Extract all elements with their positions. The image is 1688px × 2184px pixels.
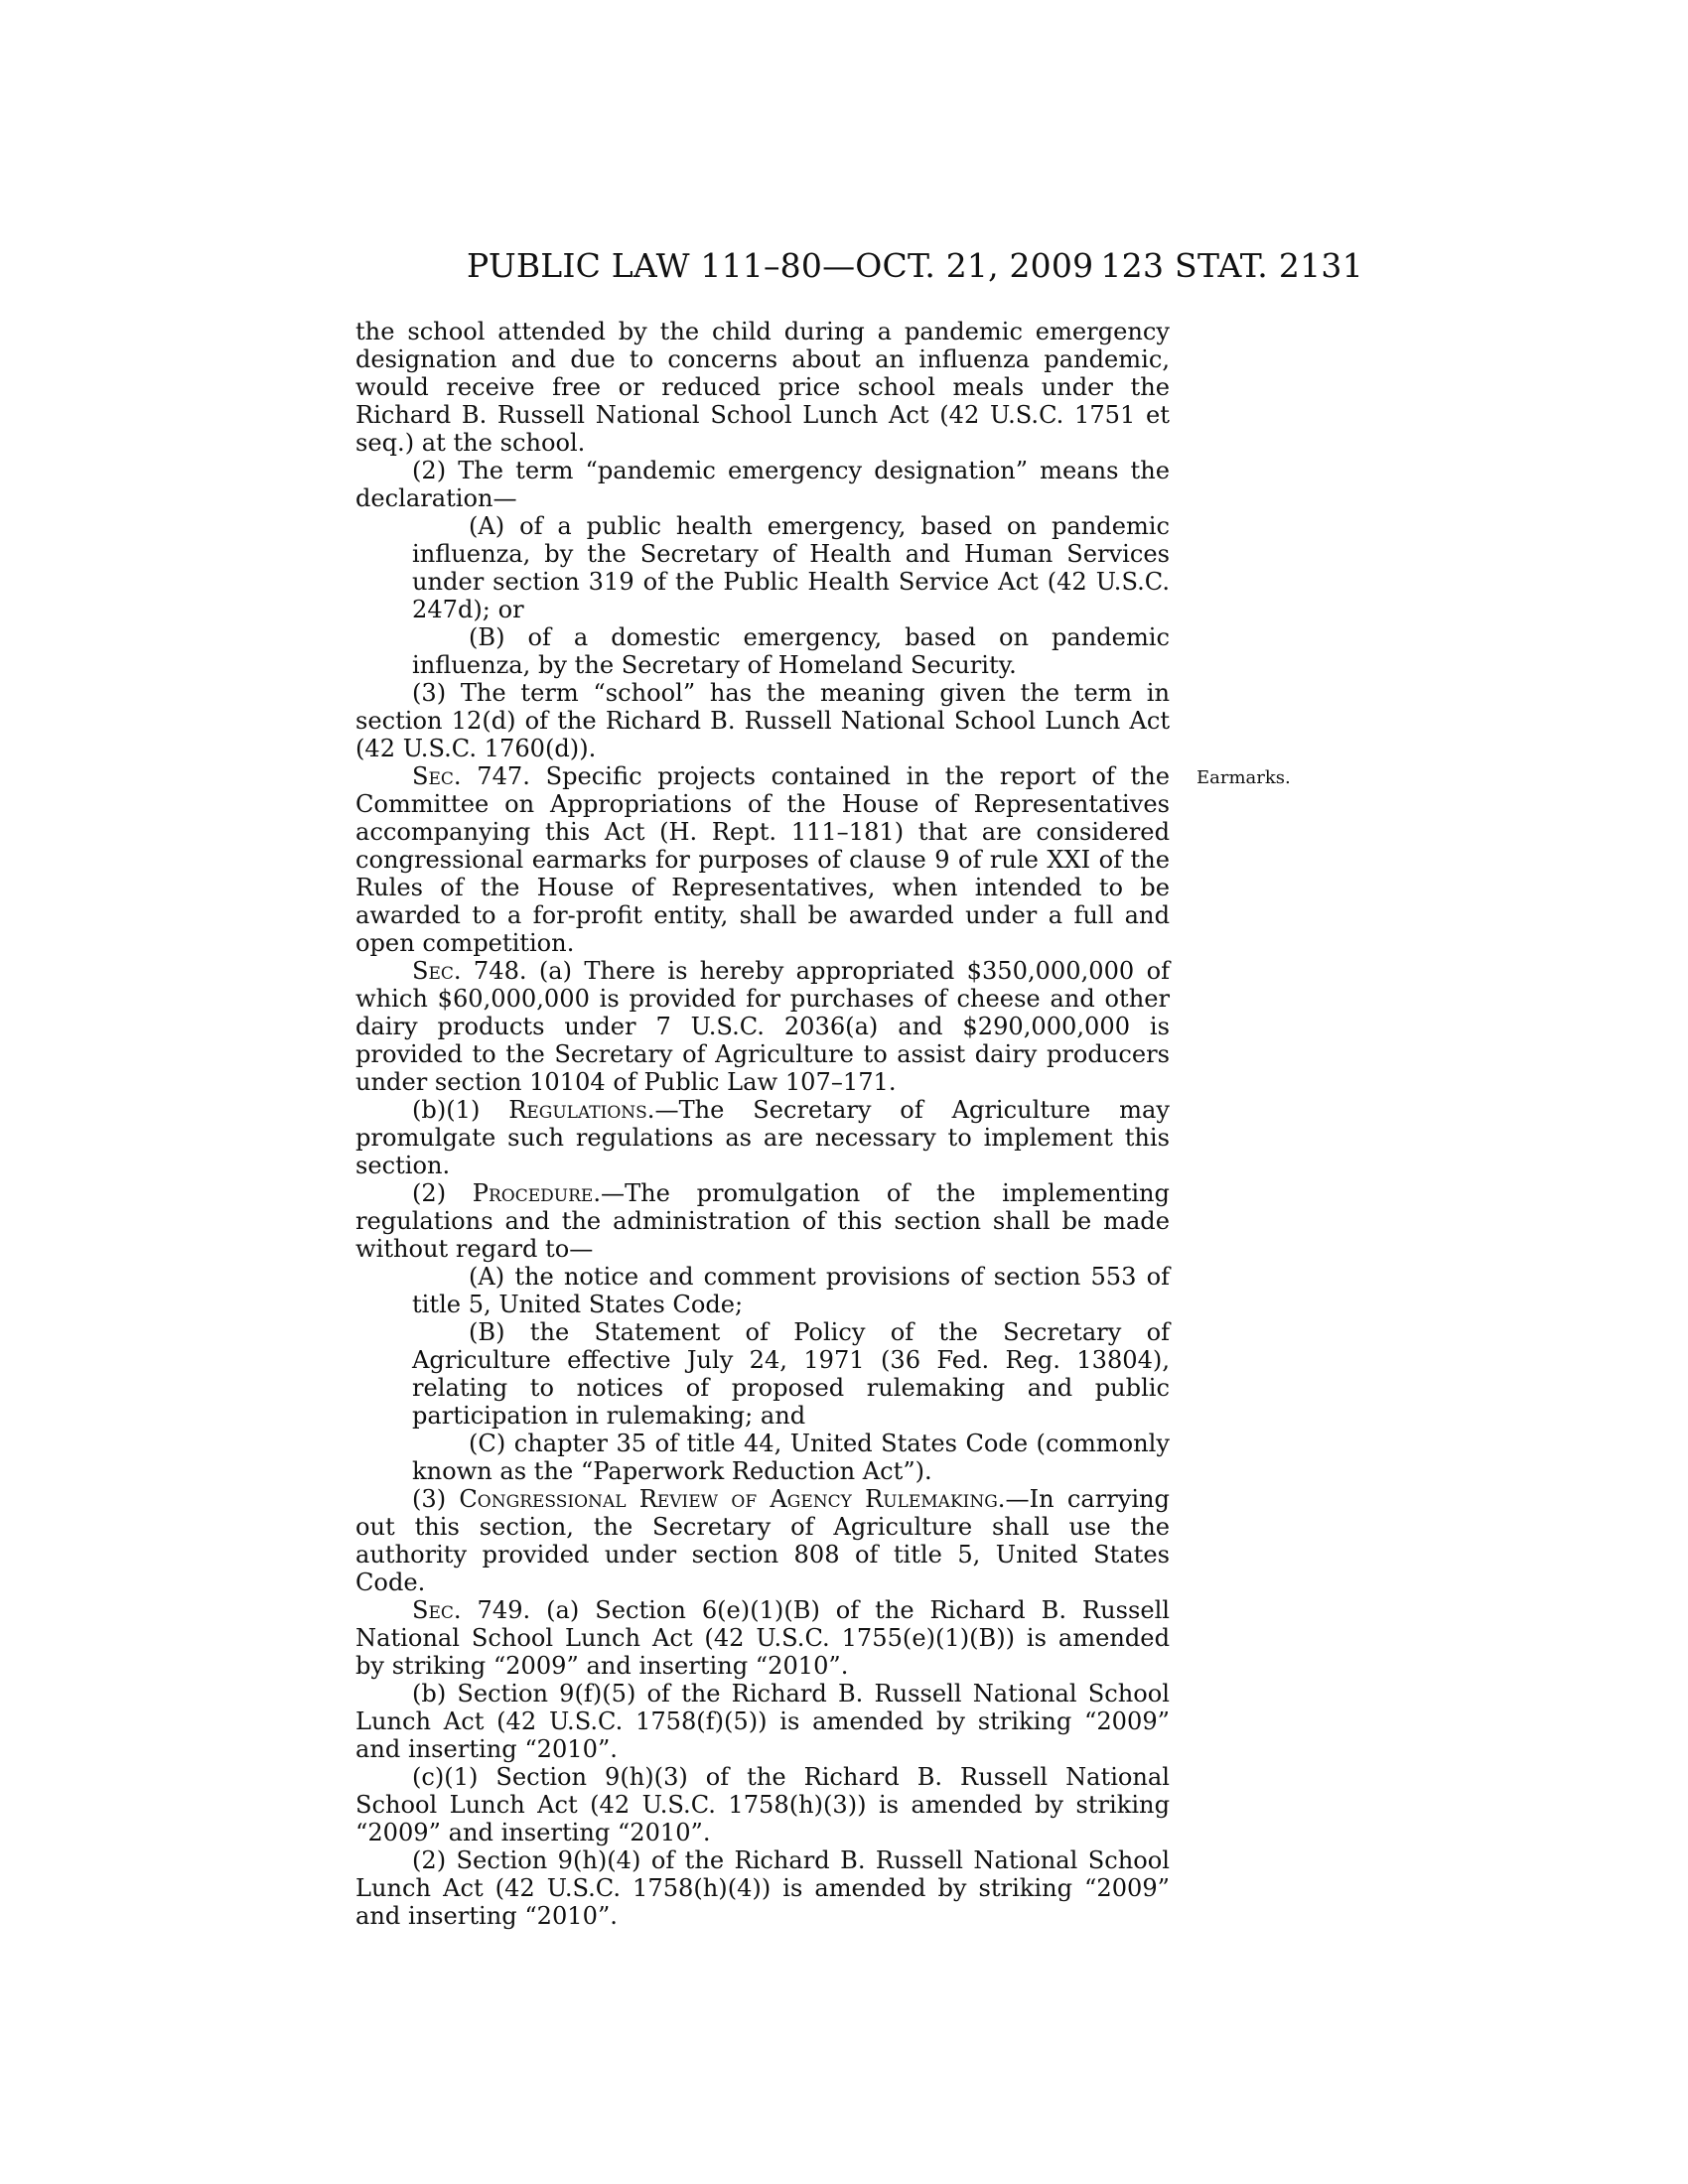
paragraph-sec-749-c2: (2) Section 9(h)(4) of the Richard B. Russell National School Lunch Act (42 U.S.C. 1758(h)(4)) is amended by striking “2009” and inserting “2010”. [355, 1846, 1170, 1930]
paragraph-clause-a: (A) of a public health emergency, based on pandemic influenza, by the Secretary of Health and Human Services under section 319 of the Public Health Service Act (42 U.S.C. 247d); or [412, 512, 1170, 623]
paragraph-procedure-c: (C) chapter 35 of title 44, United States Code (commonly known as the “Paperwork Reduction Act”). [412, 1430, 1170, 1485]
paragraph-sec-749-c1: (c)(1) Section 9(h)(3) of the Richard B. Russell National School Lunch Act (42 U.S.C. 1758(h)(3)) is amended by striking “2009” and inserting “2010”. [355, 1763, 1170, 1846]
paragraph-continuation: the school attended by the child during a pandemic emergency designation and due to concerns about an influenza pandemic, would receive free or reduced price school meals under the Richard B. Russell National School Lunch Act (42 U.S.C. 1751 et seq.) at the school. [355, 318, 1170, 457]
page-header-title: PUBLIC LAW 111–80—OCT. 21, 2009 [467, 246, 1094, 285]
document-body [355, 318, 1170, 1930]
paragraph-congressional-review: (3) Congressional Review of Agency Rulemaking.—In carrying out this section, the Secretary of Agriculture shall use the authority provided under section 808 of title 5, United States Code. [355, 1485, 1170, 1596]
paragraph-sec-749-b: (b) Section 9(f)(5) of the Richard B. Russell National School Lunch Act (42 U.S.C. 1758(f)(5)) is amended by striking “2009” and inserting “2010”. [355, 1680, 1170, 1763]
margin-note-earmarks: Earmarks. [1196, 767, 1291, 788]
paragraph-sec-748: Sec. 748. (a) There is hereby appropriated $350,000,000 of which $60,000,000 is provided for purchases of cheese and other dairy products under 7 U.S.C. 2036(a) and $290,000,000 is provided to the Secretary of Agriculture to assist dairy producers under section 10104 of Public Law 107–171. [355, 957, 1170, 1096]
paragraph-procedure-a: (A) the notice and comment provisions of section 553 of title 5, United States Code; [412, 1263, 1170, 1318]
paragraph-procedure: (2) Procedure.—The promulgation of the implementing regulations and the administration of this section shall be made without regard to— [355, 1179, 1170, 1263]
paragraph-clause-b: (B) of a domestic emergency, based on pandemic influenza, by the Secretary of Homeland Security. [412, 623, 1170, 679]
paragraph-definition-2: (2) The term “pandemic emergency designation” means the declaration— [355, 457, 1170, 512]
paragraph-sec-749: Sec. 749. (a) Section 6(e)(1)(B) of the Richard B. Russell National School Lunch Act (42 U.S.C. 1755(e)(1)(B)) is amended by striking “2009” and inserting “2010”. [355, 1596, 1170, 1680]
paragraph-sec-747: Sec. 747. Specific projects contained in the report of the Committee on Appropriations of the House of Representatives accompanying this Act (H. Rept. 111–181) that are considered congressional earmarks for purposes of clause 9 of rule XXI of the Rules of the House of Representatives, when intended to be awarded to a for-profit entity, shall be awarded under a full and open competition. [355, 762, 1170, 957]
paragraph-regulations: (b)(1) Regulations.—The Secretary of Agriculture may promulgate such regulations as are necessary to implement this section. [355, 1096, 1170, 1179]
paragraph-definition-3: (3) The term “school” has the meaning given the term in section 12(d) of the Richard B. Russell National School Lunch Act (42 U.S.C. 1760(d)). [355, 679, 1170, 762]
page-header-stat: 123 STAT. 2131 [1100, 246, 1363, 285]
paragraph-procedure-b: (B) the Statement of Policy of the Secretary of Agriculture effective July 24, 1971 (36 Fed. Reg. 13804), relating to notices of proposed rulemaking and public participation in rulemaking; and [412, 1318, 1170, 1430]
